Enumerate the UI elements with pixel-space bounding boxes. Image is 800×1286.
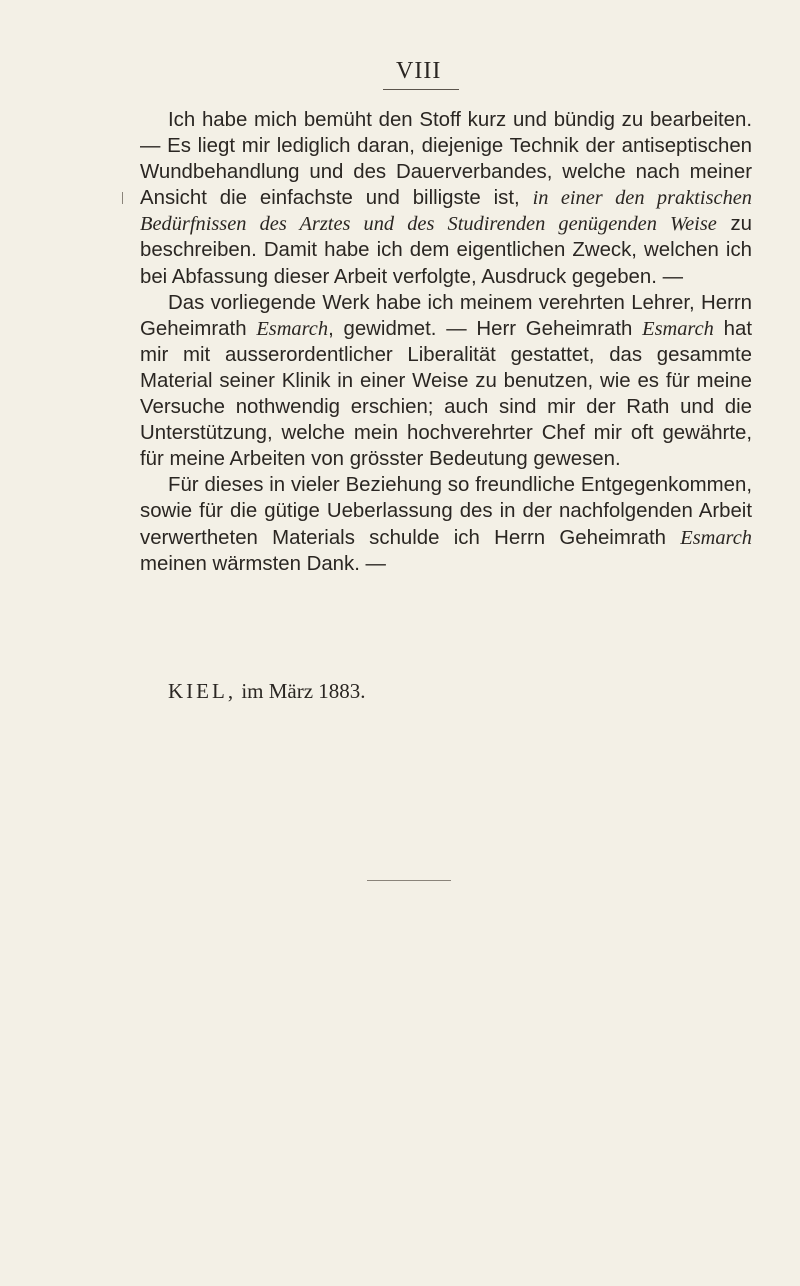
page-number-underline — [383, 89, 459, 90]
italic-name: Esmarch — [680, 526, 752, 549]
margin-mark — [122, 192, 123, 204]
place-date-line — [168, 678, 366, 704]
paragraph-text: zu beschreiben. Damit habe ich dem eigentlichen Zweck, welchen ich bei Abfassung dieser Arbeit verfolgte, Ausdruck gegeben. — — [140, 213, 753, 288]
italic-name: Esmarch — [256, 317, 329, 340]
paragraph-text: hat mir mit ausserordentlicher Liberalität gestattet, das gesammte Material seiner Klinik in einer Weise zu benutzen, wie es für meine Versuche nothwendig erschien; auch sind mir der Rath und die Unterstützung, welche mein hochverehrter Chef mir oft gewährte, für meine Arbeiten von grösster Bedeutung gewesen. — [140, 317, 752, 471]
italic-name: Esmarch — [642, 317, 714, 340]
closing-rule — [367, 880, 451, 881]
paragraph-text: Für dieses in vieler Beziehung so freundliche Entgegenkommen, sowie für die gütige Ueberlassung des in der nachfolgenden Arbeit verwertheten Materials schulde ich Herrn Geheimrath — [140, 474, 752, 549]
paragraph-text: Das vorliegende Werk habe ich meinem verehrten Lehrer, Herrn Geheimrath — [140, 291, 752, 340]
paragraph-text: Ich habe mich bemüht den Stoff kurz und bündig zu bearbeiten. — Es liegt mir lediglich daran, diejenige Technik der antiseptischen Wundbehandlung und des Dauerverbandes, welche nach meiner Ansicht die einfachste und billigste ist, — [140, 109, 752, 210]
paragraph-thanks — [140, 472, 752, 576]
paragraph-dedication — [140, 290, 752, 473]
italic-phrase: in einer den praktischen Bedürfnissen des Arztes und des Studirenden genügenden Weise — [140, 187, 753, 236]
page-number: VIII — [396, 58, 442, 84]
place-name: KIEL, — [168, 679, 237, 703]
paragraph-text: , gewidmet. — Herr Geheimrath — [328, 317, 643, 340]
paragraph-purpose — [140, 107, 752, 290]
preface-text — [140, 107, 752, 577]
date-text: im März 1883. — [241, 679, 366, 703]
paragraph-text: meinen wärmsten Dank. — — [140, 552, 386, 575]
